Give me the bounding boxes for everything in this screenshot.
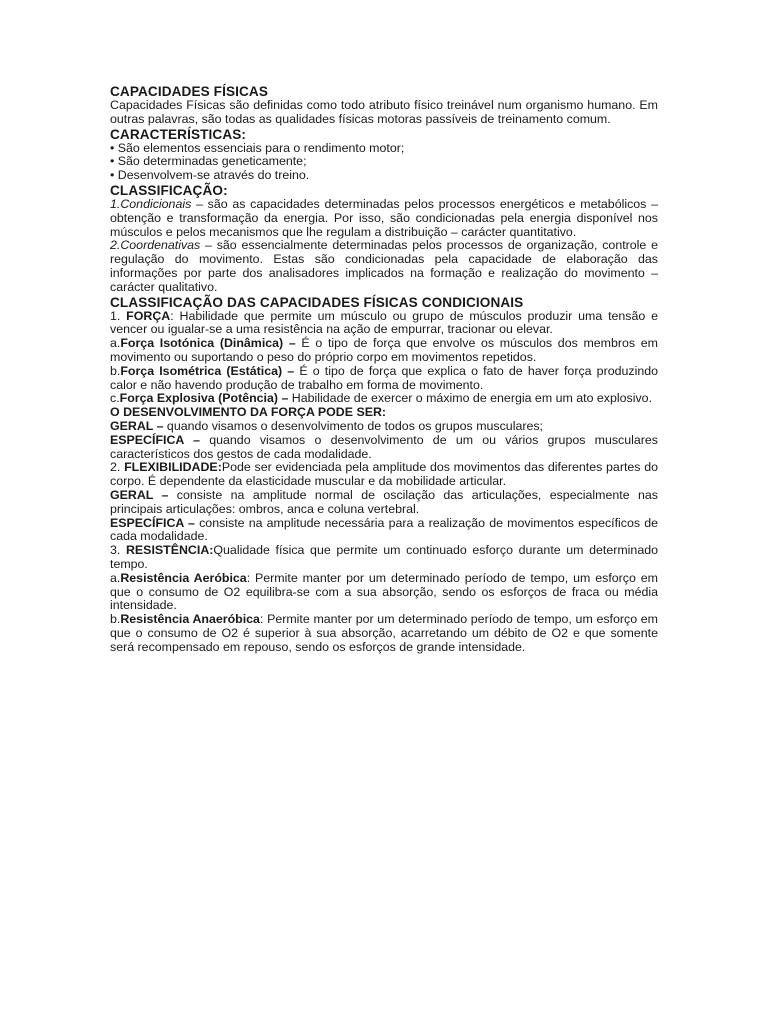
flexibilidade-geral-paragraph [110,489,658,517]
resistencia-aerobica-text: : Permite manter por um determinado período de tempo, um esforço em que o consumo de O2 equilibra-se com a sua absorção, sendo os esforços de fraca ou média intensidade. [110,570,658,613]
forca-isotonica-text: É o tipo de força que envolve os músculos dos membros em movimento ou suportando o peso do próprio corpo em movimentos repetidos. [110,336,658,364]
especifica-text: quando visamos o desenvolvimento de um ou vários grupos musculares característicos dos gestos de cada modalidade. [110,432,658,461]
item-prefix: a. [110,570,121,585]
resistencia-aerobica-term: Resistência Aeróbica [120,570,247,585]
resistencia-paragraph [110,544,658,572]
resistencia-anaerobica-paragraph [110,613,658,654]
resistencia-aerobica-paragraph [110,572,658,613]
forca-number: 1. [110,308,127,323]
item-prefix: b. [110,363,121,378]
caracteristicas-heading: CARACTERÍSTICAS: [110,126,247,142]
forca-explosiva-term: Força Explosiva (Potência) – [119,391,289,406]
geral-term: GERAL – [110,418,164,433]
condicionais-section-heading: CLASSIFICAÇÃO DAS CAPACIDADES FÍSICAS CONDICIONAIS [110,294,524,310]
especifica-text: consiste na amplitude necessária para a realização de movimentos específicos de cada modalidade. [110,515,659,544]
document-page [110,84,658,654]
geral-text: quando visamos o desenvolvimento de todos os grupos musculares; [163,418,543,433]
desenvolvimento-geral-paragraph [110,420,658,434]
especifica-term: ESPECÍFICA – [110,432,201,447]
coordenativas-paragraph [110,239,658,294]
coordenativas-text: – são essencialmente determinadas pelos processos de organização, controle e regulação do movimento. Estas são condicionadas pela capacidade de elaboração das informações por parte dos analisadores implicados na formação e realização do movimento – carácter qualitativo. [110,238,658,294]
list-item: • São determinadas geneticamente; [110,154,307,169]
condicionais-text: – são as capacidades determinadas pelos processos energéticos e metabólicos – obtenção e transformação da energia. Por isso, são condicionadas pela energia disponível nos músculos e pelos mecanismos que lhe regulam a distribuição – carácter quantitativo. [110,196,658,239]
flexibilidade-especifica-paragraph [110,517,658,545]
condicionais-paragraph [110,198,658,239]
intro-paragraph: Capacidades Físicas são definidas como todo atributo físico treinável num organismo humano. Em outras palavras, são todas as qualidades físicas motoras passíveis de treinamento comum. [110,98,658,126]
forca-isotonica-paragraph [110,337,658,365]
item-prefix: c. [110,391,120,406]
document-title: CAPACIDADES FÍSICAS [110,84,268,99]
resistencia-text: Qualidade física que permite um continuado esforço durante um determinado tempo. [110,543,658,571]
resistencia-anaerobica-term: Resistência Anaeróbica [120,612,260,627]
desenvolvimento-especifica-paragraph [110,434,658,462]
forca-text: : Habilidade que permite um músculo ou grupo de músculos produzir uma tensão e vencer ou igualar-se a uma resistência na ação de empurrar, tracionar ou elevar. [110,308,658,337]
classificacao-heading: CLASSIFICAÇÃO: [110,182,228,198]
resistencia-anaerobica-text: : Permite manter por um determinado período de tempo, um esforço em que o consumo de O2 é superior à sua absorção, acarretando um débito de O2 e que somente será recompensado em repouso, sendo os esforços de grande intensidade. [110,612,658,654]
especifica-term: ESPECÍFICA – [110,515,195,530]
forca-isometrica-text: É o tipo de força que explica o fato de haver força produzindo calor e não havendo produção de trabalho em forma de movimento. [110,363,658,392]
forca-paragraph [110,310,658,338]
flexibilidade-paragraph [110,461,658,489]
geral-text: consiste na amplitude normal de oscilação das articulações, especialmente nas principais articulações: ombros, anca e coluna vertebral. [110,487,658,516]
forca-explosiva-text: Habilidade de exercer o máximo de energia em um ato explosivo. [288,391,653,406]
forca-term: FORÇA [126,308,171,323]
resistencia-number: 3. [110,543,126,558]
coordenativas-term: 2.Coordenativas [110,238,201,253]
item-prefix: b. [110,612,121,627]
flexibilidade-term: FLEXIBILIDADE: [124,460,222,475]
condicionais-term: 1.Condicionais [110,196,192,211]
resistencia-term: RESISTÊNCIA: [125,543,214,558]
flexibilidade-text: Pode ser evidenciada pela amplitude dos movimentos das diferentes partes do corpo. É dependente da elasticidade muscular e da mobilidade articular. [110,460,658,489]
forca-isotonica-term: Força Isotónica (Dinâmica) – [120,336,296,351]
flexibilidade-number: 2. [110,460,125,475]
list-item: • Desenvolvem-se através do treino. [110,168,310,183]
list-item: • São elementos essenciais para o rendimento motor; [110,140,405,155]
item-prefix: a. [110,336,121,351]
forca-explosiva-paragraph [110,392,658,406]
desenvolvimento-heading: O DESENVOLVIMENTO DA FORÇA PODE SER: [110,405,387,420]
forca-isometrica-paragraph [110,365,658,393]
forca-isometrica-term: Força Isométrica (Estática) – [120,363,295,378]
geral-term: GERAL – [110,487,169,502]
